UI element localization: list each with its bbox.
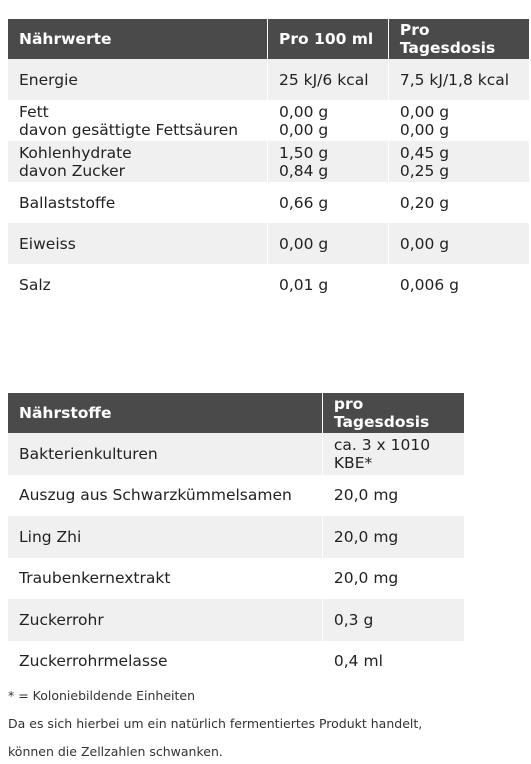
row-label: Energie xyxy=(8,59,267,100)
row-per-100ml: 0,01 g xyxy=(267,264,388,305)
table-row xyxy=(8,558,464,600)
table-row xyxy=(8,516,464,558)
row-label: Eiweiss xyxy=(8,223,267,264)
table-row xyxy=(8,641,464,683)
table-row xyxy=(8,433,464,475)
table-header-row xyxy=(8,19,529,59)
table-row xyxy=(8,100,529,141)
header-naehrstoffe: Nährstoffe xyxy=(8,393,322,433)
row-per-100ml: 1,50 g 0,84 g xyxy=(267,141,388,182)
footnote-fermentation: Da es sich hierbei um ein natürlich fermentiertes Produkt handelt, xyxy=(8,716,423,731)
table-row xyxy=(8,475,464,517)
row-label: Zuckerrohr xyxy=(8,599,322,641)
row-per-100ml: 25 kJ/6 kcal xyxy=(267,59,388,100)
row-per-dose: ca. 3 x 1010 KBE* xyxy=(322,433,464,475)
header-pro-tagesdosis: pro Tagesdosis xyxy=(322,393,464,433)
row-per-dose: 0,45 g 0,25 g xyxy=(388,141,529,182)
row-label: Fett davon gesättigte Fettsäuren xyxy=(19,102,239,139)
table-row xyxy=(8,264,529,305)
nutrition-facts-table xyxy=(8,19,529,305)
row-per-dose: 0,00 g 0,00 g xyxy=(388,100,529,141)
row-per-dose: 0,006 g xyxy=(388,264,529,305)
row-label: Bakterienkulturen xyxy=(8,433,322,475)
row-per-dose: 0,4 ml xyxy=(322,641,464,683)
row-label: Ballaststoffe xyxy=(19,193,116,212)
header-pro-100ml: Pro 100 ml xyxy=(267,19,388,59)
row-per-100ml: 0,66 g xyxy=(267,182,388,223)
row-per-dose: 0,00 g xyxy=(388,223,529,264)
row-per-dose: 7,5 kJ/1,8 kcal xyxy=(388,59,529,100)
nutrients-table xyxy=(8,393,464,682)
table-row xyxy=(8,223,529,264)
row-label: Zuckerrohrmelasse xyxy=(19,652,168,671)
row-per-dose: 20,0 mg xyxy=(322,475,464,517)
row-per-dose: 0,20 g xyxy=(388,182,529,223)
row-label: Kohlenhydrate davon Zucker xyxy=(8,141,267,182)
table-row xyxy=(8,141,529,182)
row-per-dose: 20,0 mg xyxy=(322,516,464,558)
footnote-cfu: * = Koloniebildende Einheiten xyxy=(8,688,196,703)
table-row xyxy=(8,59,529,100)
header-pro-tagesdosis: Pro Tagesdosis xyxy=(388,19,529,59)
row-per-100ml: 0,00 g 0,00 g xyxy=(267,100,388,141)
row-label: Ling Zhi xyxy=(8,516,322,558)
row-per-dose: 0,3 g xyxy=(322,599,464,641)
table-header-row xyxy=(8,393,464,433)
footnote-cell-count: können die Zellzahlen schwanken. xyxy=(8,744,223,759)
header-naehrwerte: Nährwerte xyxy=(8,19,267,59)
table-row xyxy=(8,182,529,223)
row-label: Auszug aus Schwarzkümmelsamen xyxy=(19,486,292,505)
row-label: Traubenkernextrakt xyxy=(19,569,171,588)
row-per-100ml: 0,00 g xyxy=(267,223,388,264)
row-per-dose: 20,0 mg xyxy=(322,558,464,600)
row-label: Salz xyxy=(19,275,51,294)
table-row xyxy=(8,599,464,641)
